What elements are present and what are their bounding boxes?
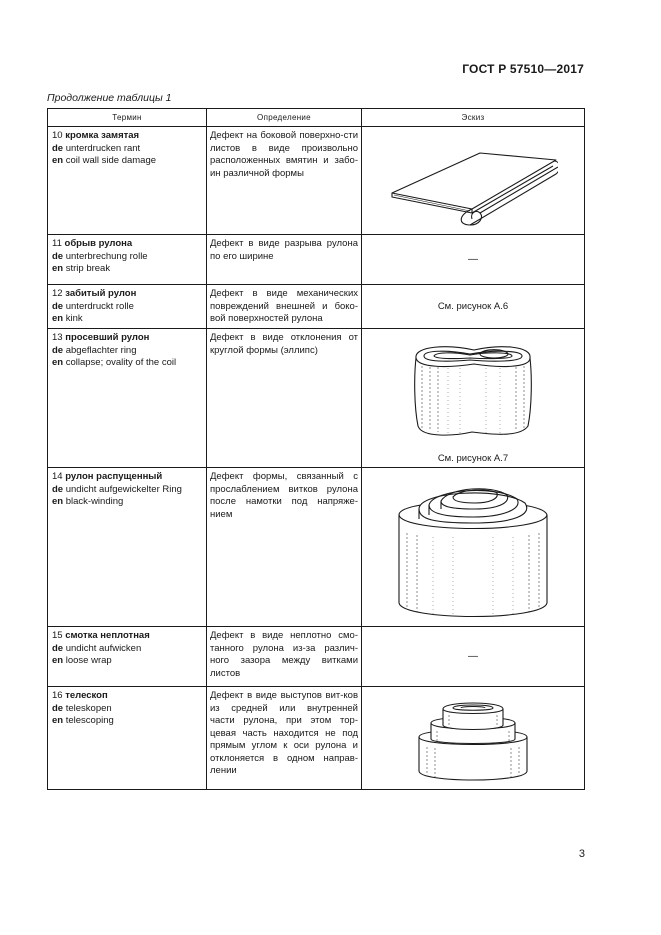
term-de: teleskopen bbox=[65, 702, 112, 714]
telescoped-coil-icon bbox=[413, 693, 533, 783]
term-de: undicht aufwicken bbox=[65, 642, 142, 654]
term-de: unterdrucken rant bbox=[65, 142, 141, 154]
sketch-cell bbox=[362, 329, 585, 468]
definition-cell: Дефект в виде неплотно смо-танного рулона из-за различ-ного зазора между витками листов bbox=[207, 627, 362, 687]
term-de: unterbrechung rolle bbox=[65, 250, 148, 262]
term-en: black-winding bbox=[65, 496, 124, 507]
term-ru: смотка неплотная bbox=[65, 630, 150, 641]
term-cell: 12 забитый рулон de unterdruckt rolle en kink bbox=[48, 285, 207, 329]
term-de: abgeflachter ring bbox=[65, 344, 137, 356]
term-ru: телескоп bbox=[65, 690, 108, 701]
term-ru: забитый рулон bbox=[65, 288, 137, 299]
sketch-text: См. рисунок А.6 bbox=[437, 301, 509, 312]
sketch-cell bbox=[362, 285, 585, 329]
term-ru: обрыв рулона bbox=[64, 238, 133, 249]
definition-cell: Дефект в виде выступов вит-ков из средней или внутренней части рулона, при этом тор-цевая часть находится не под прямым углом к оси рулона и отклоняется в одном направ-лении bbox=[207, 687, 362, 790]
term-cell: 11 обрыв рулона de unterbrechung rolle en strip break bbox=[48, 235, 207, 285]
oval-coil-icon bbox=[408, 336, 538, 441]
term-cell: 10 кромка замятая de unterdrucken rant en coil wall side damage bbox=[48, 127, 207, 235]
table-row bbox=[48, 627, 585, 687]
term-ru: кромка замятая bbox=[65, 130, 140, 141]
sketch-text: См. рисунок А.7 bbox=[437, 453, 509, 464]
terms-table bbox=[47, 108, 585, 790]
page-number: 3 bbox=[578, 848, 585, 860]
definition-cell: Дефект на боковой поверхно-сти листов в виде произвольно расположенных вмятин и забо-ин различной формы bbox=[207, 127, 362, 235]
definition-cell: Дефект в виде разрыва рулона по его ширине bbox=[207, 235, 362, 285]
table-row bbox=[48, 235, 585, 285]
sketch-cell bbox=[362, 687, 585, 790]
sketch-cell bbox=[362, 468, 585, 627]
column-header-definition: Определение bbox=[207, 109, 362, 127]
bent-sheet-edge-icon bbox=[388, 133, 558, 228]
term-en: coil wall side damage bbox=[65, 155, 157, 166]
term-en: loose wrap bbox=[65, 655, 112, 666]
term-en: kink bbox=[65, 313, 83, 324]
table-row bbox=[48, 329, 585, 468]
term-cell: 15 смотка неплотная de undicht aufwicken en loose wrap bbox=[48, 627, 207, 687]
term-en: strip break bbox=[65, 263, 111, 274]
table-header-row bbox=[48, 109, 585, 127]
definition-cell: Дефект в виде механических повреждений внешней и боко-вой поверхностей рулона bbox=[207, 285, 362, 329]
term-en: collapse; ovality of the coil bbox=[65, 357, 177, 368]
table-row bbox=[48, 127, 585, 235]
term-de: undicht aufgewickelter Ring bbox=[65, 483, 182, 495]
table-caption: Продолжение таблицы 1 bbox=[47, 92, 172, 104]
definition-cell: Дефект в виде отклонения от круглой формы (эллипс) bbox=[207, 329, 362, 468]
sketch-cell bbox=[362, 627, 585, 687]
document-code: ГОСТ Р 57510—2017 bbox=[462, 62, 584, 76]
term-cell: 13 просевший рулон de abgeflachter ring en collapse; ovality of the coil bbox=[48, 329, 207, 468]
sketch-cell bbox=[362, 127, 585, 235]
table-row bbox=[48, 285, 585, 329]
term-cell: 14 рулон распущенный de undicht aufgewickelter Ring en black-winding bbox=[48, 468, 207, 627]
table-row bbox=[48, 687, 585, 790]
term-ru: рулон распущенный bbox=[65, 471, 163, 482]
term-en: telescoping bbox=[65, 715, 114, 726]
term-cell: 16 телескоп de teleskopen en telescoping bbox=[48, 687, 207, 790]
term-de: unterdruckt rolle bbox=[65, 300, 134, 312]
sketch-text: — bbox=[468, 254, 478, 265]
sketch-cell bbox=[362, 235, 585, 285]
definition-cell: Дефект формы, связанный с прослаблением витков рулона после намотки под напряже-нием bbox=[207, 468, 362, 627]
loose-coil-icon bbox=[393, 475, 553, 620]
column-header-term: Термин bbox=[48, 109, 207, 127]
table-row bbox=[48, 468, 585, 627]
column-header-sketch: Эскиз bbox=[362, 109, 585, 127]
term-ru: просевший рулон bbox=[65, 332, 150, 343]
sketch-text: — bbox=[468, 651, 478, 662]
